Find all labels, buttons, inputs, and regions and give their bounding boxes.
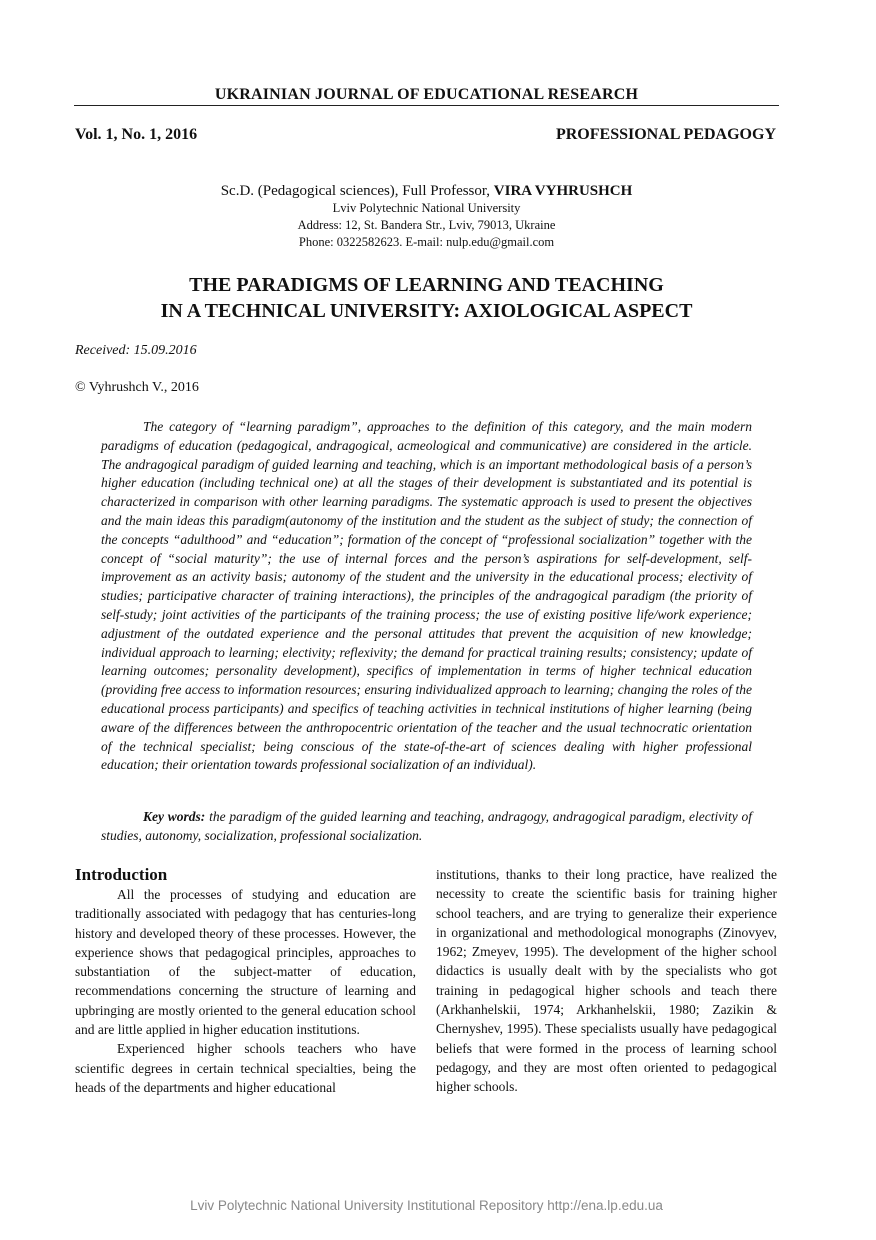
repository-footer: Lviv Polytechnic National University Institutional Repository http://ena.lp.edu.ua (190, 1198, 663, 1213)
keywords (101, 808, 752, 846)
article-title (74, 272, 779, 324)
left-column (75, 865, 416, 1097)
author-contact: Phone: 0322582623. E-mail: nulp.edu@gmail.com (298, 235, 555, 249)
paragraph-2: Experienced higher schools teachers who have scientific degrees in certain technical specialties, being the heads of the departments and higher educational (75, 1041, 416, 1095)
right-column (436, 865, 777, 1097)
author-institution: Lviv Polytechnic National University (332, 201, 521, 215)
title-line-2: IN A TECHNICAL UNIVERSITY: AXIOLOGICAL ASPECT (160, 300, 693, 322)
paragraph-3: institutions, thanks to their long practice, have realized the necessity to create the scientific basis for training higher school teachers, and are trying to generalize their experience in organizational and methodological monographs (Zinovyev, 1962; Zmeyev, 1995). The development of the higher school didactics is usually dealt with by the specialists who got training in pedagogical higher schools and teach there (Arkhanhelskii, 1974; Arkhanhelskii, 1980; Zazikin & Chernyshev, 1995). These specialists usually have pedagogical beliefs that were formed in the process of learning school pedagogy, and they are most often oriented to pedagogical higher schools. (436, 867, 777, 1095)
journal-title: UKRAINIAN JOURNAL OF EDUCATIONAL RESEARCH (214, 86, 639, 103)
copyright: © Vyhrushch V., 2016 (75, 380, 199, 395)
abstract: The category of “learning paradigm”, approaches to the definition of this category, and the main modern paradigms of education (pedagogical, andragogical, acmeological and communicative) are considered in the article. The andragogical paradigm of guided learning and teaching, which is an important methodological basis of a person’s higher education (including technical one) at all the stages of their development is substantiated and its potential is characterized in comparison with other learning paradigms. The systematic approach is used to present the objectives and the main ideas this paradigm(autonomy of the institution and the student as the subject of study; the connection of the concepts “adulthood” and “education”; formation of the concept of “professional socialization” together with the concept of “social maturity”; the use of internal forces and the person’s aspirations for self-development, self-improvement as an activity basis; autonomy of the student and the university in the educational process; electivity of studies; participative character of training interactions), the principles of the andragogical paradigm (the priority of self-study; joint activities of the participants of the training process; the use of existing positive life/work experience; adjustment of the outdated experience and the personal attitudes that prevent the acquisition of new knowledge; individual approach to learning; electivity; reflexivity; the demand for practical training results; consistency; update of learning outcomes; personality development), specifics of implementation in terms of higher technical education (providing free access to information resources; ensuring individualized approach to learning; changing the roles of the educational process participants) and specifics of teaching activities in technical institutions of higher learning (being aware of the differences between the anthropocentric orientation of the teacher and the usual technocratic orientation of the technical specialist; being conscious of the state-of-the-art of sciences dealing with higher professional education; their orientation towards professional socialization of an individual). (101, 419, 752, 773)
keywords-text: the paradigm of the guided learning and teaching, andragogy, andragogical paradigm, electivity of studies, autonomy, socialization, professional socialization. (101, 809, 752, 843)
author-address: Address: 12, St. Bandera Str., Lviv, 79013, Ukraine (297, 218, 556, 232)
header-rule (74, 105, 779, 106)
author-block (74, 182, 779, 251)
title-line-1: THE PARADIGMS OF LEARNING AND TEACHING (189, 274, 664, 296)
author-degree: Sc.D. (Pedagogical sciences), Full Professor, (220, 183, 491, 199)
volume-info: Vol. 1, No. 1, 2016 (75, 126, 198, 143)
section-name: PROFESSIONAL PEDAGOGY (555, 126, 776, 143)
section-heading: Introduction (75, 865, 168, 884)
author-name: VIRA VYHRUSHCH (493, 183, 633, 199)
keywords-label: Key words: (143, 809, 206, 824)
paragraph-1: All the processes of studying and education are traditionally associated with pedagogy that has centuries-long history and developed theory of these processes. However, the experience shows that pedagogical principles, approaches to substantiation of the subject-matter of education, recommendations concerning the structure of learning and upbringing are mostly oriented to the general education school and are little applied in higher education institutions. (75, 887, 416, 1038)
received-date: Received: 15.09.2016 (75, 343, 197, 358)
author-line (74, 182, 779, 200)
